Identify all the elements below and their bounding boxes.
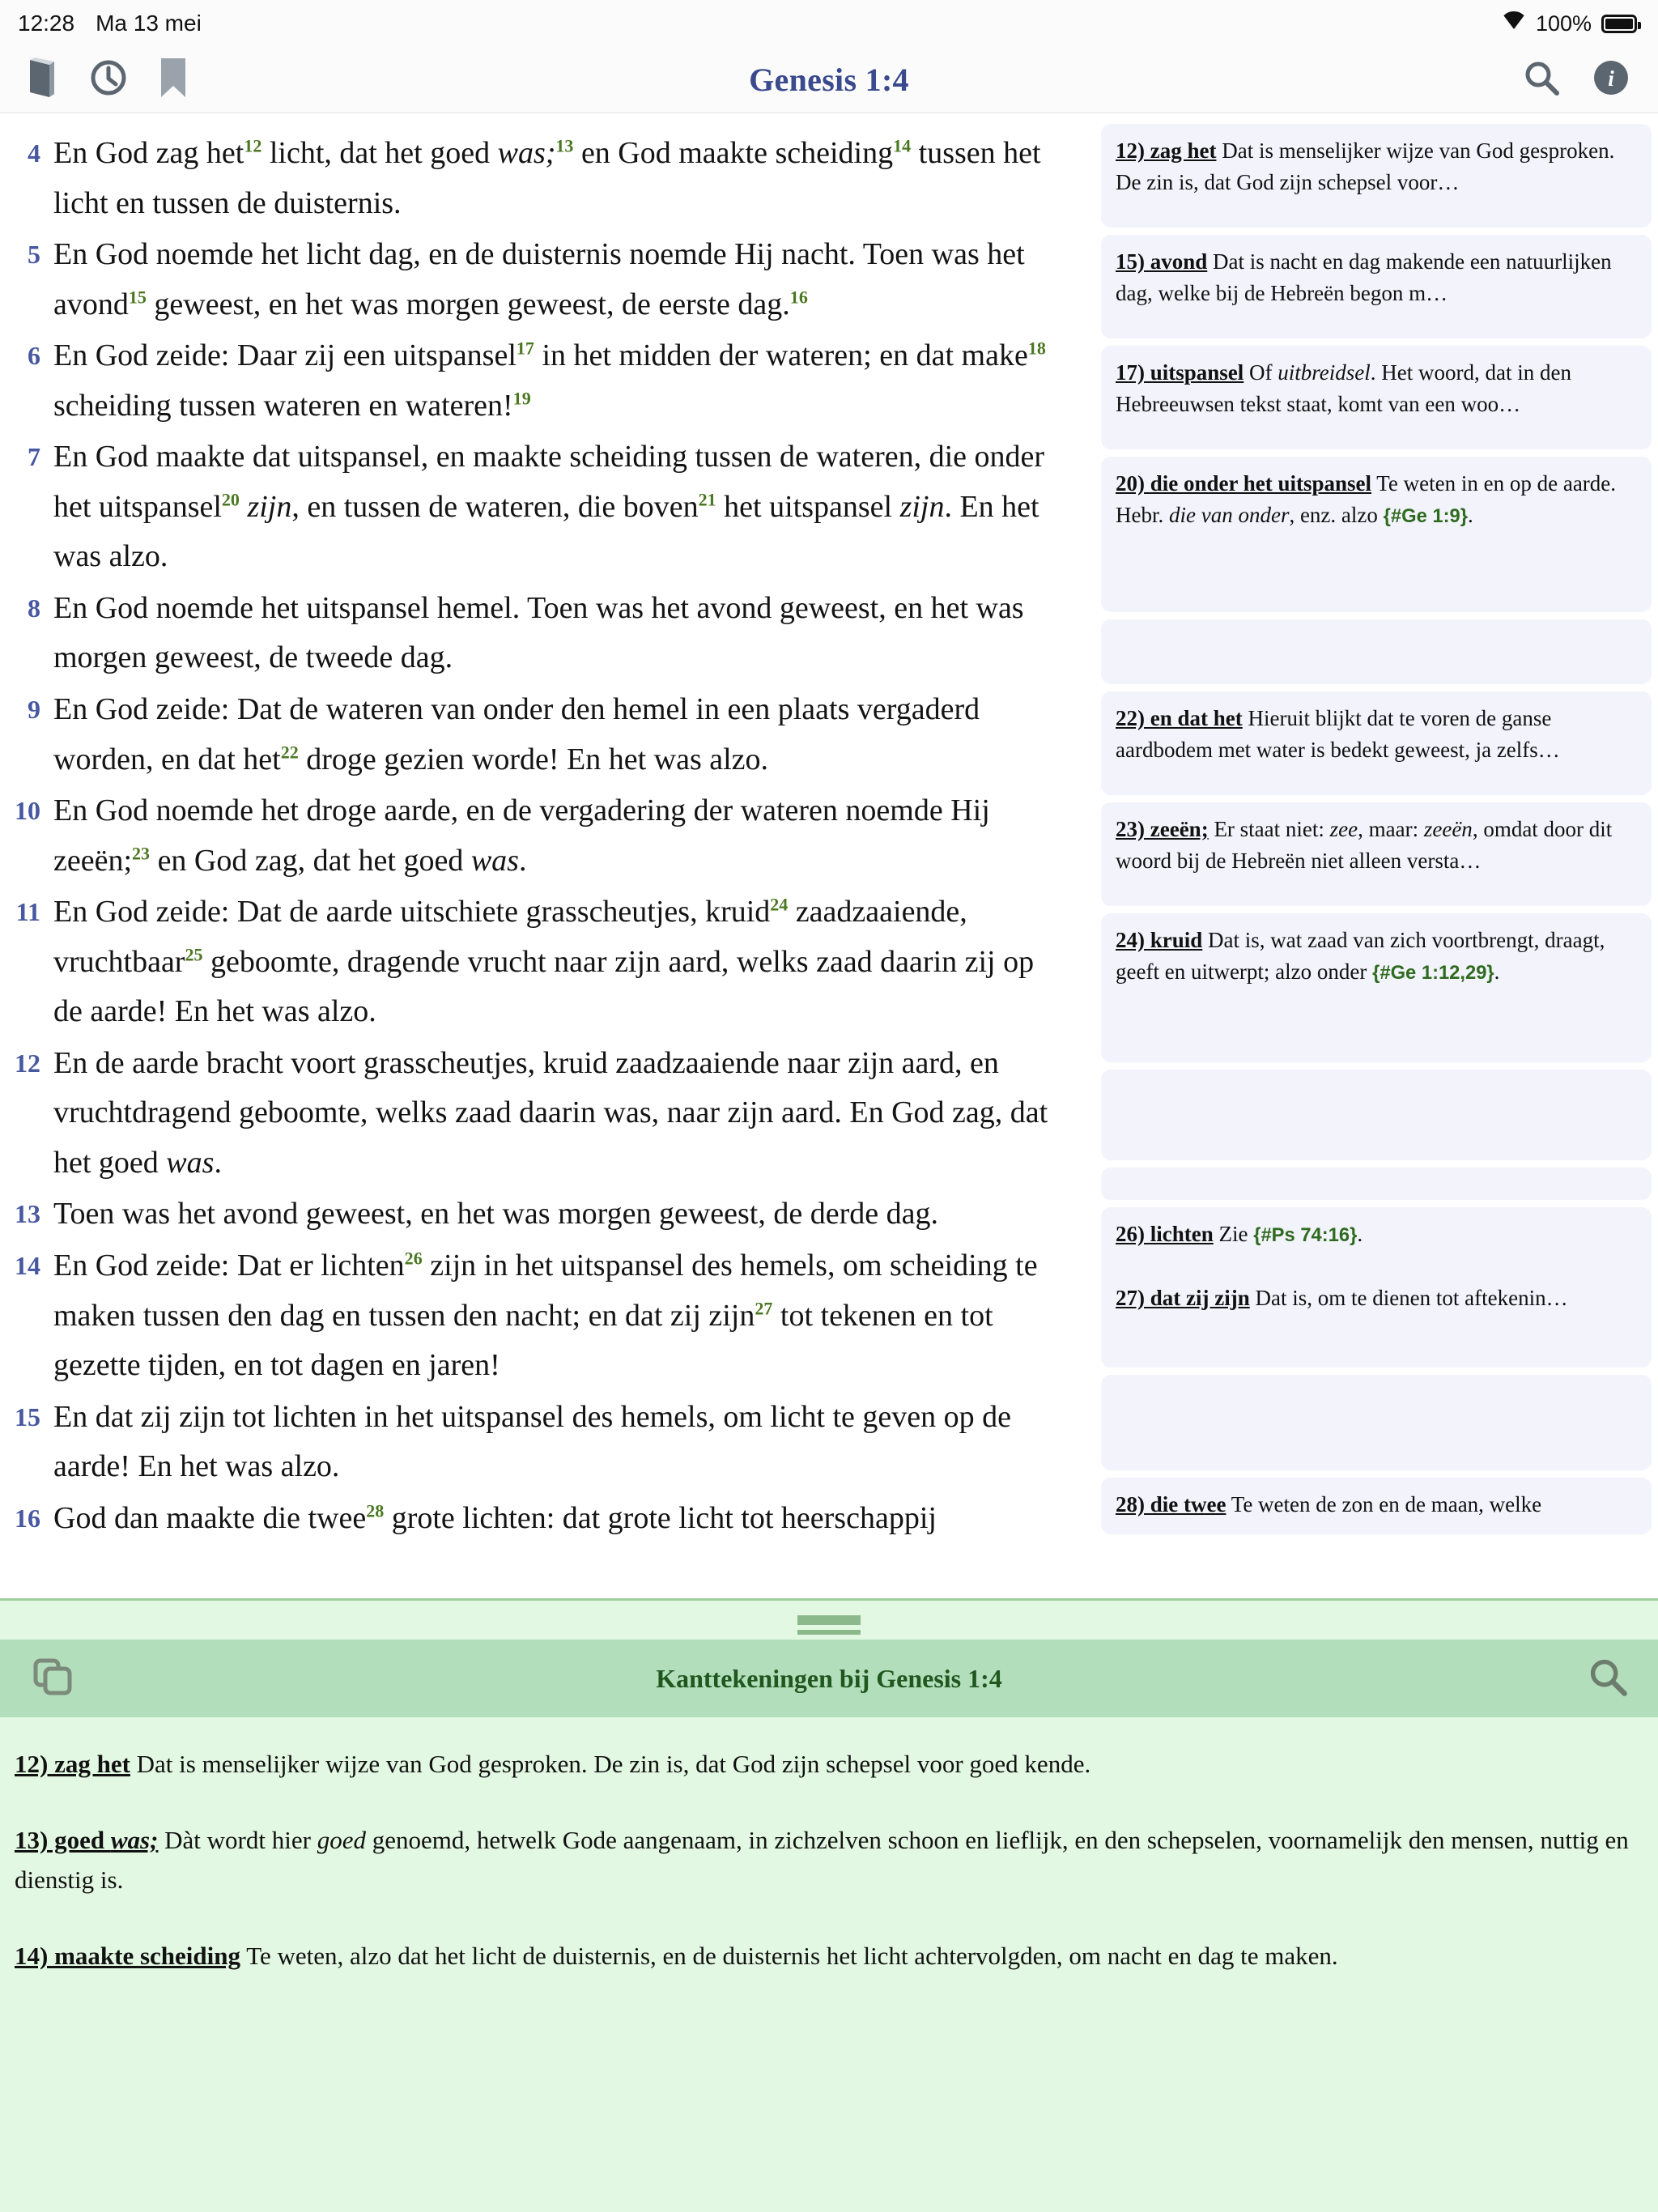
note-lemma: 24) kruid: [1116, 928, 1203, 952]
verse-number[interactable]: 5: [28, 240, 40, 270]
italic-text: goed: [317, 1826, 366, 1855]
footnote-marker[interactable]: 20: [221, 489, 240, 510]
note-lemma: 20) die onder het uitspansel: [1116, 471, 1372, 496]
text-run: Er staat niet:: [1208, 817, 1330, 841]
text-run: het uitspansel: [716, 489, 900, 524]
verse-number[interactable]: 14: [15, 1251, 40, 1281]
verse-text[interactable]: [53, 1189, 1062, 1240]
text-run: Dat is, wat zaad van zich voortbrengt, draagt, geeft en uitwerpt; alzo onder: [1116, 928, 1605, 985]
text-run: En God zeide: Dat de wateren van onder den hemel in een plaats vergaderd worden, en dat het: [53, 692, 980, 776]
bottom-sheet: [0, 1598, 1658, 2212]
text-run: En God zeide: Daar zij een uitspansel: [53, 338, 517, 373]
search-icon[interactable]: [1522, 58, 1561, 101]
verse-number[interactable]: 16: [15, 1503, 40, 1533]
note-card[interactable]: [1101, 1478, 1652, 1534]
text-run: [240, 490, 248, 524]
italic-text: was: [470, 843, 519, 878]
footnote-marker[interactable]: 23: [132, 843, 151, 863]
text-run: Zie: [1213, 1222, 1254, 1246]
footnote-marker[interactable]: 22: [280, 741, 299, 762]
footnote-marker[interactable]: 17: [516, 338, 534, 359]
verse-row[interactable]: [8, 1039, 1062, 1189]
text-run: Dat is menselijker wijze van God gesproken. De zin is, dat God zijn schepsel voor…: [1116, 138, 1615, 195]
text-run: En God zag het: [53, 136, 244, 170]
battery-percent: 100%: [1535, 11, 1592, 36]
text-run: geboomte, dragende vrucht naar zijn aard, welks zaad daarin zij op de aarde! En het was alzo.: [53, 944, 1035, 1029]
note-card[interactable]: [1101, 802, 1652, 906]
text-run: grote lichten: dat grote licht tot heerschappij: [384, 1500, 937, 1535]
note-lemma: 26) lichten: [1116, 1222, 1214, 1246]
text-run: En God noemde het droge aarde, en de vergadering der wateren noemde Hij zeeën;: [53, 793, 990, 878]
text-run: .: [1467, 503, 1473, 528]
note-card[interactable]: [1101, 124, 1652, 228]
reader-area: [0, 114, 1658, 1598]
text-run: zijn in het uitspansel des hemels, om scheiding te maken tussen den dag en tussen den nacht; en dat zij zijn: [53, 1249, 1038, 1333]
text-run: Dat is, om te dienen tot aftekenin…: [1249, 1285, 1568, 1310]
footnote-marker[interactable]: 21: [698, 489, 716, 510]
note-card[interactable]: [1101, 346, 1652, 449]
status-bar: [0, 0, 1658, 47]
verse-number[interactable]: 9: [28, 695, 40, 725]
text-run: tot tekenen en tot gezette tijden, en tot dagen en jaren!: [53, 1298, 993, 1383]
notes-column[interactable]: [1095, 114, 1658, 1598]
verse-text[interactable]: [53, 786, 1062, 886]
text-run: scheiding tussen wateren en wateren!: [53, 388, 513, 423]
sheet-note[interactable]: [15, 1745, 1643, 1784]
verse-text[interactable]: [53, 331, 1062, 431]
verse-row[interactable]: [8, 1241, 1062, 1391]
text-run: Dat is nacht en dag makende een natuurlijken dag, welke bij de Hebreën begon m…: [1116, 249, 1612, 306]
text-run: En de aarde bracht voort grasscheutjes, kruid zaadzaaiende naar zijn aard, en vruchtdragend geboomte, welks zaad daarin was, naar zijn aard. En God zag, dat het goed: [53, 1045, 1048, 1180]
verse-number[interactable]: 4: [28, 138, 40, 168]
footnote-marker[interactable]: 12: [244, 135, 262, 156]
note-card[interactable]: [1101, 1168, 1652, 1200]
text-run: Hieruit blijkt dat te voren de ganse aardbodem met water is bedekt geweest, ja zelfs…: [1116, 706, 1560, 763]
text-run: .: [1357, 1222, 1363, 1246]
text-run: droge gezien worde! En het was alzo.: [298, 742, 769, 776]
verse-text[interactable]: [53, 230, 1062, 330]
verse-row[interactable]: [8, 1189, 1062, 1240]
bottom-sheet-body: [0, 1717, 1658, 1976]
footnote-marker[interactable]: 19: [512, 388, 531, 409]
note-lemma: was;: [110, 1826, 159, 1855]
verse-row[interactable]: [8, 786, 1062, 886]
verse-row[interactable]: [8, 331, 1062, 431]
verse-text[interactable]: [53, 584, 1062, 683]
note-card[interactable]: [1101, 1070, 1652, 1160]
battery-icon: [1601, 15, 1637, 33]
italic-text: was;: [497, 136, 556, 170]
verse-number[interactable]: 10: [15, 796, 40, 826]
text-run: En God noemde het uitspansel hemel. Toen was het avond geweest, en het was morgen geweest, de tweede dag.: [53, 590, 1024, 675]
verse-text[interactable]: [53, 129, 1062, 228]
text-run: tussen het licht en tussen de duisternis.: [53, 136, 1041, 220]
verse-text[interactable]: [53, 1494, 1062, 1544]
note-lemma: 28) die twee: [1116, 1492, 1226, 1516]
verse-text[interactable]: [53, 432, 1062, 582]
bottom-sheet-toolbar: [0, 1640, 1658, 1717]
verse-text[interactable]: [53, 1241, 1062, 1391]
bottom-sheet-title: Kanttekeningen bij Genesis 1:4: [656, 1663, 1002, 1693]
verse-number[interactable]: 6: [28, 341, 40, 371]
verse-text[interactable]: [53, 1039, 1062, 1189]
note-lemma: 23) zeeën;: [1116, 817, 1209, 841]
verse-number[interactable]: 13: [15, 1199, 40, 1229]
footnote-marker[interactable]: 26: [404, 1248, 423, 1269]
footnote-marker[interactable]: 14: [893, 135, 912, 156]
note-lemma: 17) uitspansel: [1116, 360, 1244, 385]
text-run: Toen was het avond geweest, en het was morgen geweest, de derde dag.: [53, 1197, 938, 1231]
wifi-icon: [1502, 10, 1526, 36]
scripture-reference-link[interactable]: {#Ge 1:12,29}: [1372, 962, 1494, 985]
italic-text: uitbreidsel: [1278, 360, 1371, 385]
note-lemma: 27) dat zij zijn: [1116, 1285, 1250, 1310]
note-card[interactable]: [1101, 619, 1652, 684]
text-run: , omdat door dit woord bij de Hebreën niet alleen versta…: [1116, 817, 1613, 874]
note-lemma: 15) avond: [1116, 249, 1208, 274]
verse-text[interactable]: [53, 1393, 1062, 1492]
text-run: zaadzaaiende, vruchtbaar: [53, 895, 967, 979]
verse-number[interactable]: 11: [15, 897, 40, 927]
verse-number[interactable]: 7: [28, 442, 40, 472]
footnote-marker[interactable]: 24: [770, 894, 789, 915]
text-run: Dat is menselijker wijze van God gesproken. De zin is, dat God zijn schepsel voor goed kende.: [130, 1750, 1091, 1778]
note-lemma: 13) goed: [15, 1826, 111, 1855]
text-run: genoemd, hetwelk Gode aangenaam, in zichzelven schoon en lieflijk, en den schepselen, voornamelijk den mensen, nuttig en dienstig is.: [15, 1826, 1629, 1894]
verse-row[interactable]: [8, 230, 1062, 330]
note-lemma: 14) maakte scheiding: [15, 1942, 240, 1971]
text-run: En God maakte dat uitspansel, en maakte scheiding tussen de wateren, die onder het uitspansel: [53, 440, 1045, 524]
nav-bar-right-icons: [1522, 58, 1630, 101]
text-run: en God zag, dat het goed: [150, 843, 471, 878]
verse-text[interactable]: [53, 887, 1062, 1037]
verse-row[interactable]: [8, 685, 1062, 785]
text-run: Of: [1244, 360, 1278, 385]
note-card[interactable]: [1101, 1375, 1652, 1470]
verse-number[interactable]: 12: [15, 1048, 40, 1078]
verse-row[interactable]: [8, 1494, 1062, 1544]
sheet-note[interactable]: [15, 1821, 1643, 1899]
text-run: licht, dat het goed: [261, 136, 498, 170]
svg-text:i: i: [1608, 66, 1614, 91]
italic-text: zijn: [899, 489, 945, 524]
text-run: , maar:: [1358, 817, 1424, 841]
text-run: Dàt wordt hier: [158, 1826, 317, 1855]
verse-row[interactable]: [8, 887, 1062, 1037]
text-run: in het midden der wateren; en dat make: [534, 338, 1028, 373]
verse-number[interactable]: 15: [15, 1402, 40, 1431]
footnote-marker[interactable]: 13: [555, 135, 574, 156]
drag-handle-icon[interactable]: [0, 1601, 1658, 1640]
verse-row[interactable]: [8, 584, 1062, 683]
verse-text[interactable]: [53, 685, 1062, 785]
italic-text: zijn: [247, 489, 292, 524]
note-card[interactable]: [1101, 235, 1652, 338]
footnote-marker[interactable]: 28: [366, 1500, 385, 1521]
status-date: Ma 13 mei: [96, 11, 202, 36]
search-icon[interactable]: [1587, 1656, 1629, 1702]
copy-icon[interactable]: [29, 1654, 74, 1704]
page-title: Genesis 1:4: [749, 62, 909, 98]
info-icon[interactable]: [1592, 58, 1630, 101]
verse-row[interactable]: [8, 432, 1062, 582]
note-lemma: 12) zag het: [15, 1750, 130, 1778]
text-run: Te weten de zon en de maan, welke: [1226, 1492, 1542, 1516]
italic-text: was: [166, 1145, 215, 1180]
text-run: en God maakte scheiding: [573, 136, 894, 170]
note-card[interactable]: [1101, 457, 1652, 612]
text-run: geweest, en het was morgen geweest, de eerste dag.: [146, 287, 790, 321]
footnote-marker[interactable]: 16: [789, 286, 808, 307]
italic-text: die van onder: [1168, 503, 1290, 528]
sheet-note[interactable]: [15, 1937, 1643, 1976]
text-run: Te weten, alzo dat het licht de duisternis, en de duisternis het licht achtervolgden, om nacht en dag te maken.: [240, 1942, 1338, 1971]
note-lemma: 12) zag het: [1116, 138, 1217, 163]
status-bar-left: [18, 11, 202, 36]
footnote-marker[interactable]: 27: [755, 1297, 773, 1318]
text-run: En God zeide: Dat er lichten: [53, 1249, 405, 1283]
text-run: .: [214, 1145, 222, 1180]
text-run: , enz. alzo: [1289, 503, 1384, 528]
scripture-reference-link[interactable]: {#Ps 74:16}: [1253, 1224, 1358, 1246]
verse-number[interactable]: 8: [28, 593, 40, 623]
text-run: En God zeide: Dat de aarde uitschiete grasscheutjes, kruid: [53, 895, 771, 929]
text-run: . Het woord, dat in den Hebreeuwsen tekst staat, komt van een woo…: [1116, 360, 1571, 417]
scripture-column[interactable]: [0, 114, 1095, 1598]
scripture-reference-link[interactable]: {#Ge 1:9}: [1383, 505, 1468, 528]
text-run: , en tussen de wateren, die boven: [291, 489, 699, 524]
text-run: Te weten in en op de aarde. Hebr.: [1116, 471, 1617, 528]
note-lemma: 22) en dat het: [1116, 706, 1243, 730]
status-time: 12:28: [18, 11, 75, 36]
text-run: God dan maakte die twee: [53, 1500, 367, 1535]
text-run: En dat zij zijn tot lichten in het uitspansel des hemels, om licht te geven op de aarde! En het was alzo.: [53, 1399, 1011, 1484]
text-run: En God noemde het licht dag, en de duisternis noemde Hij nacht. Toen was het avond: [53, 237, 1025, 321]
verse-row[interactable]: [8, 129, 1062, 228]
footnote-marker[interactable]: 15: [128, 286, 147, 307]
text-run: . En het was alzo.: [53, 489, 1039, 574]
nav-bar: [0, 47, 1658, 113]
verse-row[interactable]: [8, 1393, 1062, 1492]
note-card[interactable]: [1101, 691, 1652, 795]
italic-text: zee: [1329, 817, 1358, 841]
text-run: .: [518, 843, 527, 878]
status-bar-right: [1502, 11, 1637, 36]
italic-text: zeeën: [1423, 817, 1473, 841]
note-card[interactable]: [1101, 1207, 1652, 1368]
note-card[interactable]: [1101, 913, 1652, 1062]
footnote-marker[interactable]: 18: [1027, 338, 1046, 359]
footnote-marker[interactable]: 25: [185, 944, 203, 965]
text-run: .: [1494, 959, 1500, 985]
